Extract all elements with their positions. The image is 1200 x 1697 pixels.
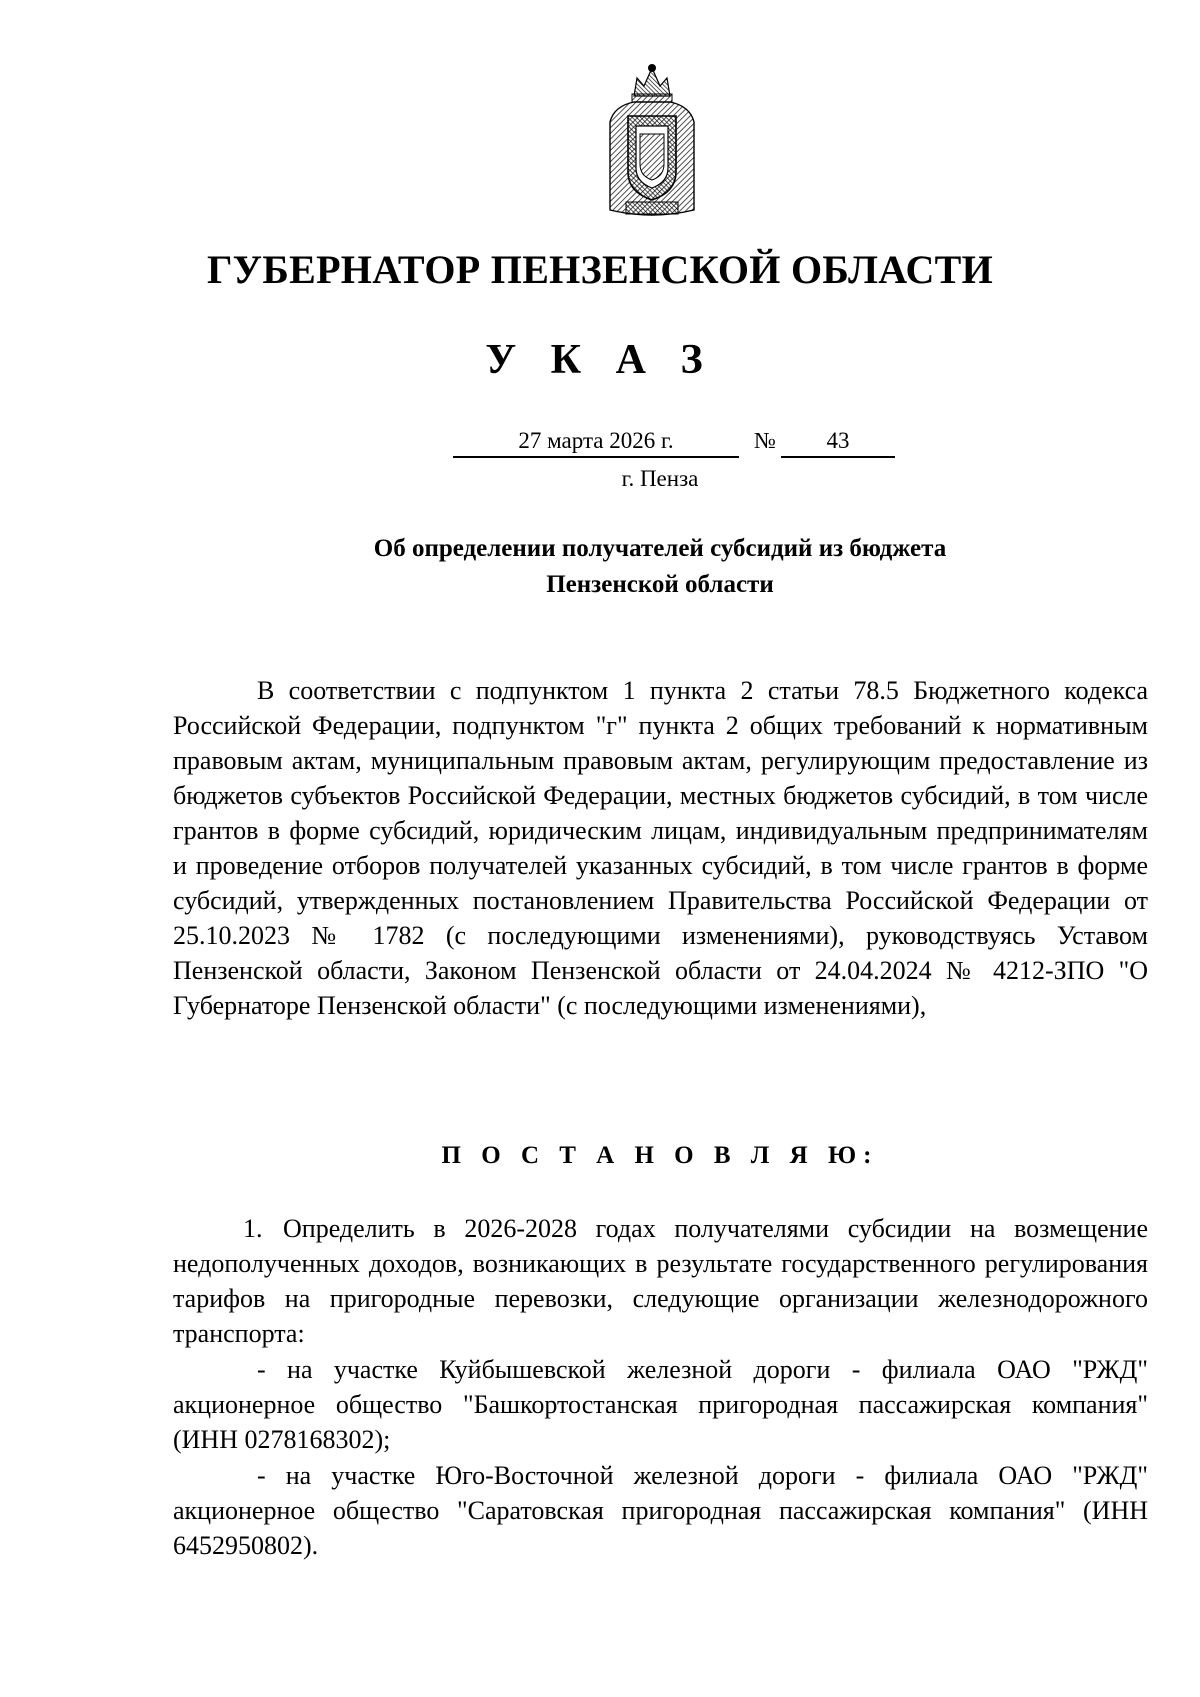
city: г. Пенза: [621, 466, 699, 491]
preamble-paragraph: В соответствии с подпунктом 1 пункта 2 статьи 78.5 Бюджетного кодекса Российской Федерации, подпунктом "г" пункта 2 общих требований к нормативным правовым актам, муниципальным правовым актам, регулирующим предоставление из бюджетов субъектов Российской Федерации, местных бюджетов субсидий, в том числе грантов в форме субсидий, юридическим лицам, индивидуальным предпринимателям и проведение отборов получателей указанных субсидий, в том числе грантов в форме субсидий, утвержденных постановлением Правительства Российской Федерации от 25.10.2023 № 1782 (с последующими изменениями), руководствуясь Уставом Пензенской области, Законом Пензенской области от 24.04.2024 № 4212-ЗПО "О Губернаторе Пензенской области" (с последующими изменениями),: [173, 676, 1148, 1020]
number-sign: №: [754, 428, 776, 453]
document-type: У К А З: [485, 337, 715, 383]
decree-number: 43: [781, 426, 895, 458]
coat-of-arms-icon: [604, 60, 700, 218]
subject-line-1: Об определении получателей субсидий из бюджета: [373, 535, 947, 562]
authority-title: ГУБЕРНАТОР ПЕНЗЕНСКОЙ ОБЛАСТИ: [206, 247, 994, 292]
list-item: - на участке Юго-Восточной железной дороги - филиала ОАО "РЖД" акционерное общество "Саратовская пригородная пассажирская компания" (ИНН 6452950802).: [173, 1461, 1148, 1560]
resolve-heading: П О С Т А Н О В Л Я Ю:: [441, 1142, 879, 1169]
decree-subject: [200, 531, 1120, 603]
subject-line-2: Пензенской области: [546, 571, 774, 598]
item-number: 1.: [243, 1214, 263, 1243]
list-item: [173, 1211, 1148, 1351]
item-text: Определить в 2026-2028 годах получателями субсидии на возмещение недополученных доходов, возникающих в результате государственного регулирования тарифов на пригородные перевозки, следующие организации железнодорожного транспорта:: [173, 1214, 1148, 1348]
decree-date: 27 марта 2026 г.: [453, 426, 739, 458]
list-item: - на участке Куйбышевской железной дороги - филиала ОАО "РЖД" акционерное общество "Башкортостанская пригородная пассажирская компания" (ИНН 0278168302);: [173, 1355, 1148, 1454]
